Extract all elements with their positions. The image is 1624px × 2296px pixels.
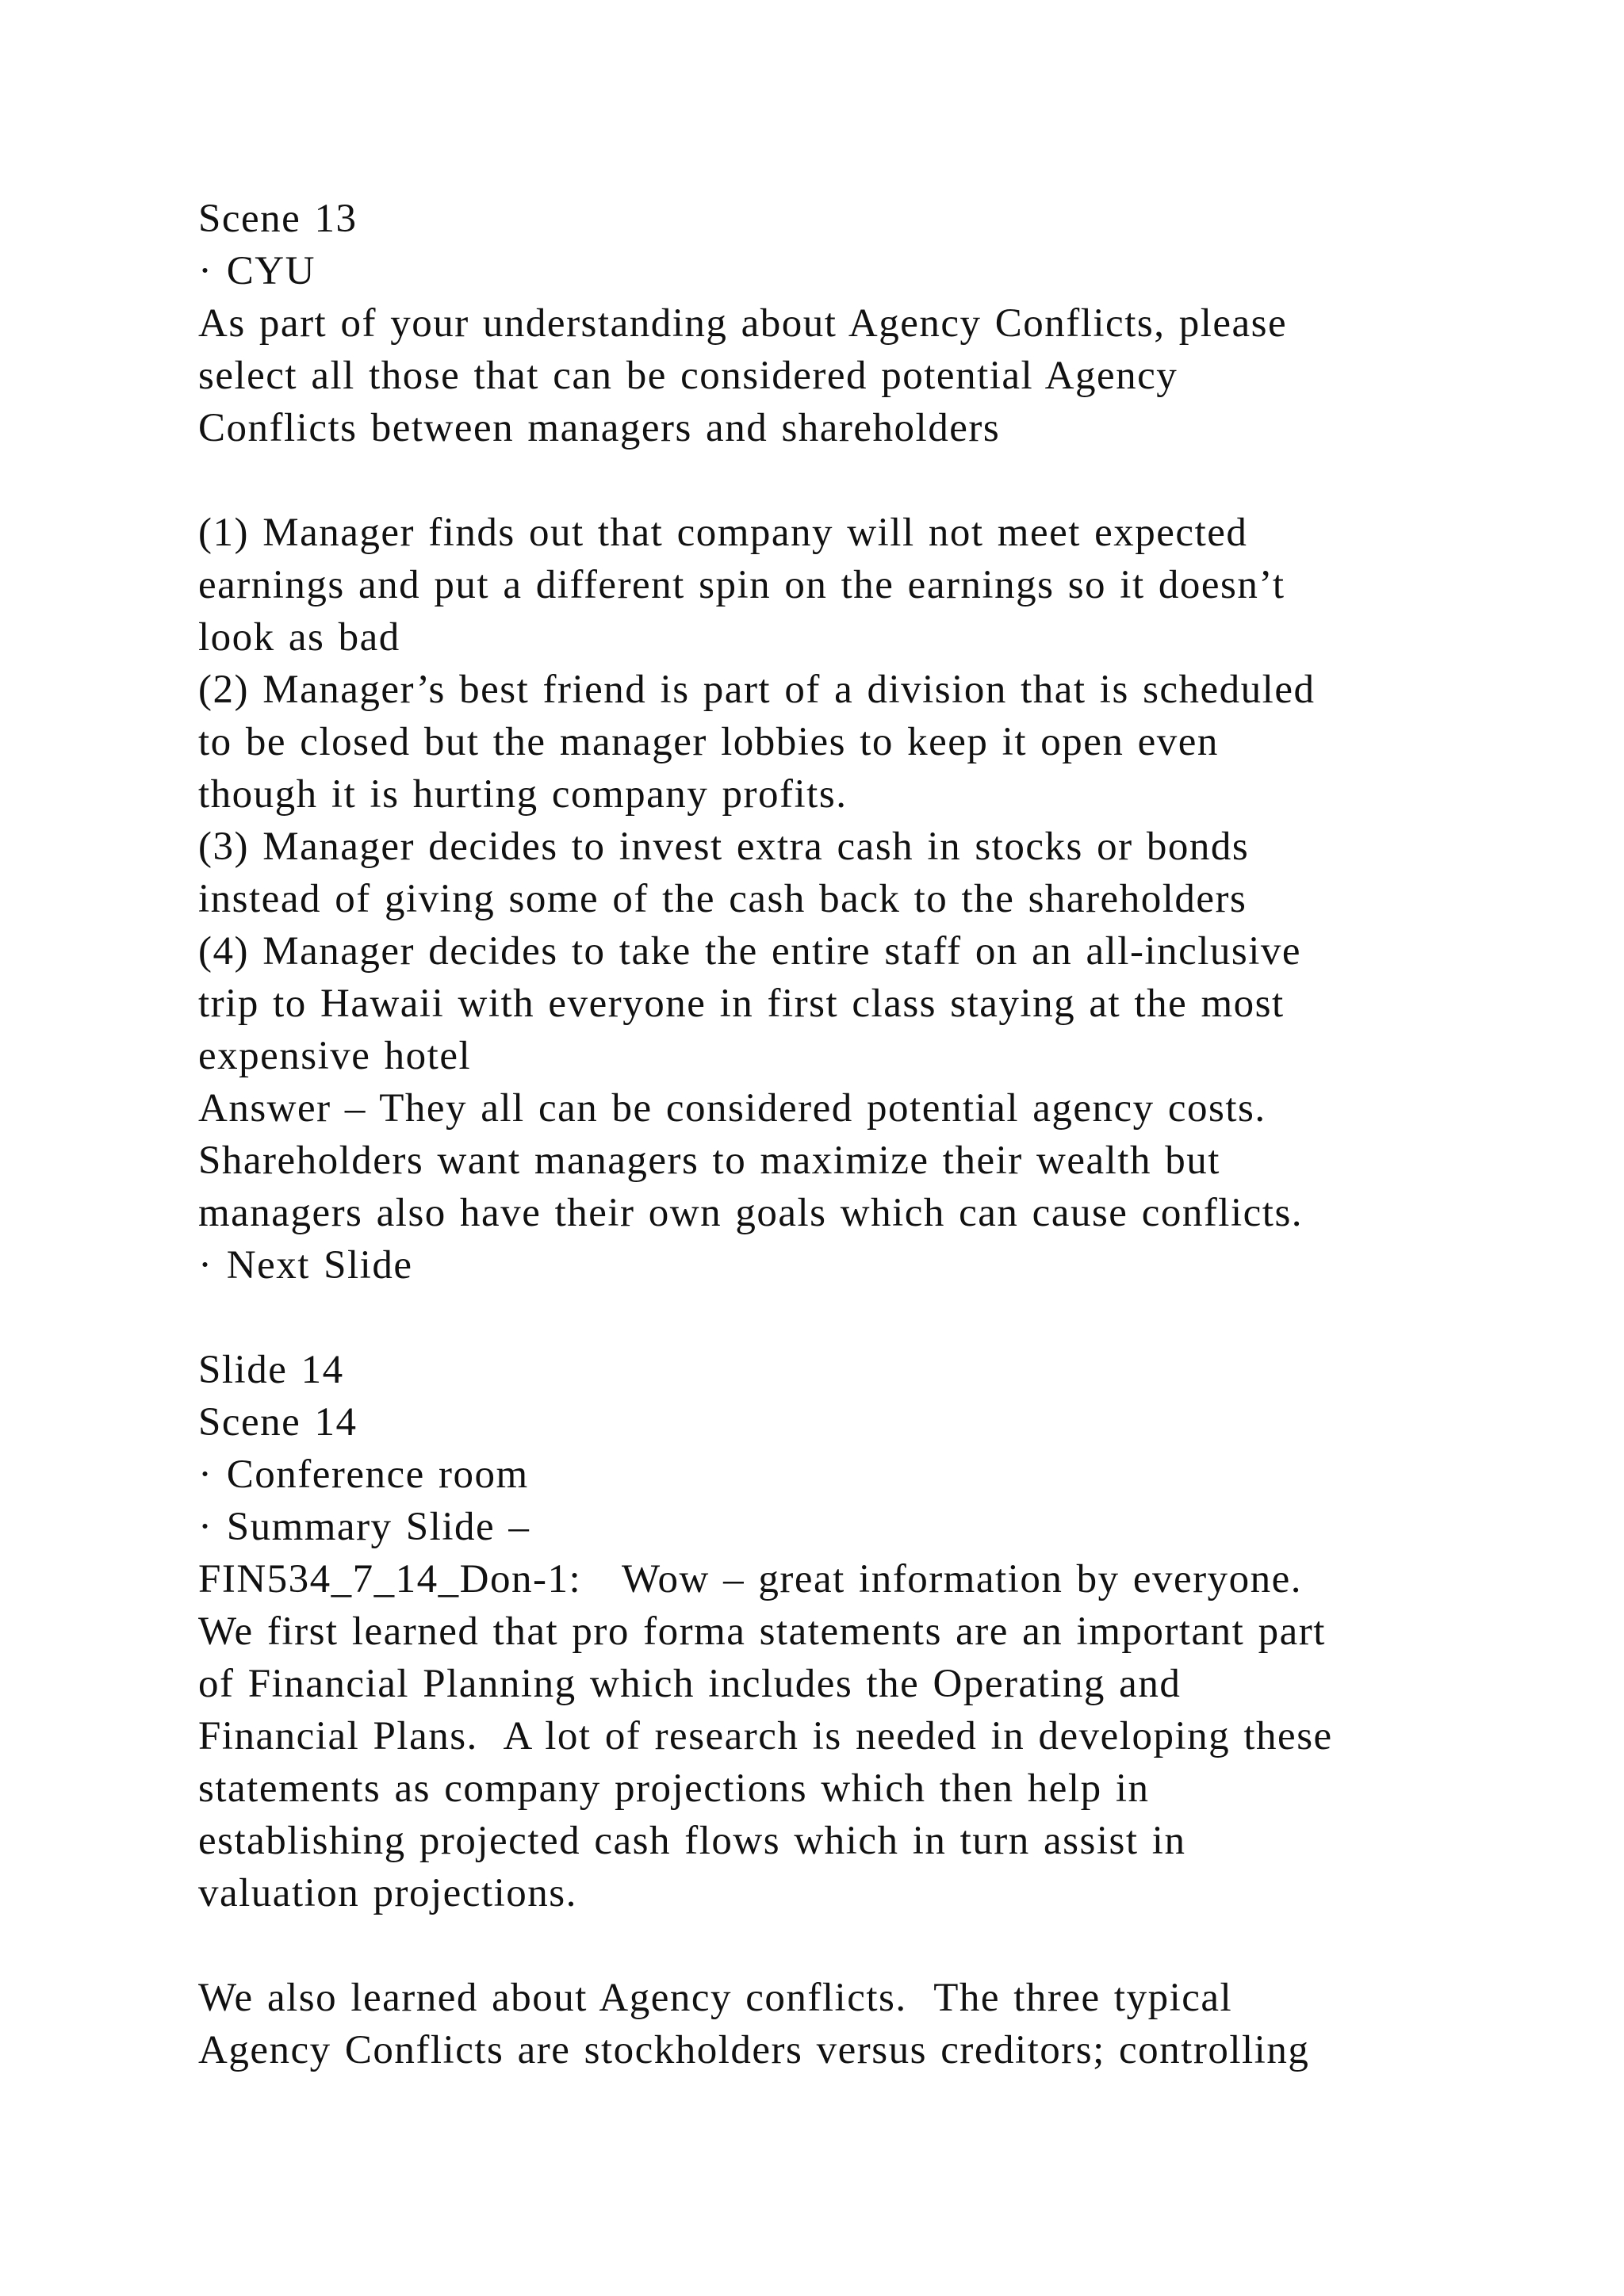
scene-13-heading: Scene 13 bbox=[198, 197, 358, 241]
dialogue-line: establishing projected cash flows which in turn assist in bbox=[198, 1819, 1186, 1863]
dialogue-line: of Financial Planning which includes the Operating and bbox=[198, 1662, 1182, 1706]
paragraph-line: Agency Conflicts are stockholders versus creditors; controlling bbox=[198, 2028, 1310, 2072]
answer-line: Shareholders want managers to maximize their wealth but bbox=[198, 1138, 1220, 1183]
option-1-line: earnings and put a different spin on the earnings so it doesn’t bbox=[198, 563, 1285, 607]
dialogue-line: statements as company projections which then help in bbox=[198, 1766, 1150, 1811]
option-1-line: look as bad bbox=[198, 615, 400, 660]
answer-line: Answer – They all can be considered potential agency costs. bbox=[198, 1086, 1266, 1131]
option-2-line: (2) Manager’s best friend is part of a division that is scheduled bbox=[198, 668, 1316, 712]
question-line: Conflicts between managers and shareholders bbox=[198, 406, 1001, 450]
option-4-line: expensive hotel bbox=[198, 1034, 472, 1078]
bullet-next-slide: · Next Slide bbox=[198, 1243, 413, 1288]
blank-line bbox=[198, 1919, 1562, 1972]
option-3-line: instead of giving some of the cash back to the shareholders bbox=[198, 877, 1247, 921]
question-line: As part of your understanding about Agency Conflicts, please bbox=[198, 301, 1288, 346]
option-4-line: (4) Manager decides to take the entire staff on an all-inclusive bbox=[198, 929, 1302, 974]
dialogue-line: Financial Plans. A lot of research is needed in developing these bbox=[198, 1714, 1333, 1758]
scene-14-heading: Scene 14 bbox=[198, 1400, 358, 1445]
option-4-line: trip to Hawaii with everyone in first class staying at the most bbox=[198, 982, 1285, 1026]
paragraph-line: We also learned about Agency conflicts. The three typical bbox=[198, 1976, 1233, 2020]
document-body bbox=[198, 193, 1562, 2076]
slide-14-heading: Slide 14 bbox=[198, 1348, 344, 1392]
option-3-line: (3) Manager decides to invest extra cash in stocks or bonds bbox=[198, 825, 1250, 869]
option-2-line: though it is hurting company profits. bbox=[198, 772, 848, 817]
bullet-conference-room: · Conference room bbox=[198, 1452, 529, 1497]
dialogue-line: We first learned that pro forma statements are an important part bbox=[198, 1609, 1326, 1654]
dialogue-line: FIN534_7_14_Don-1: Wow – great information by everyone. bbox=[198, 1557, 1302, 1601]
bullet-cyu: · CYU bbox=[198, 249, 316, 293]
option-2-line: to be closed but the manager lobbies to keep it open even bbox=[198, 720, 1219, 764]
blank-line bbox=[198, 454, 1562, 507]
answer-line: managers also have their own goals which can cause conflicts. bbox=[198, 1191, 1304, 1235]
question-line: select all those that can be considered potential Agency bbox=[198, 354, 1178, 398]
dialogue-line: valuation projections. bbox=[198, 1871, 577, 1915]
option-1-line: (1) Manager finds out that company will not meet expected bbox=[198, 511, 1248, 555]
blank-line bbox=[198, 1292, 1562, 1344]
bullet-summary-slide: · Summary Slide – bbox=[198, 1505, 530, 1549]
